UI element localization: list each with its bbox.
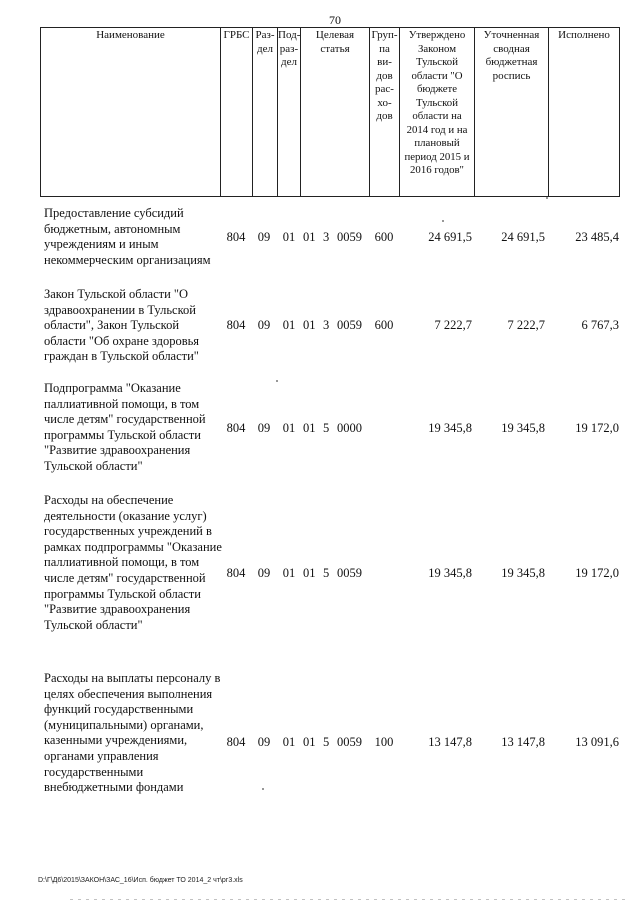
header-utochnennaya: Уточненная сводная бюджетная роспись (483, 29, 540, 82)
scan-speck (442, 220, 444, 222)
row-statya-1: 01 (303, 735, 316, 749)
row-statya-2: 5 (323, 735, 330, 749)
row-podrazdel: 01 (282, 421, 296, 435)
table-row (0, 381, 640, 475)
row-statya-3: 0059 (337, 318, 362, 332)
scan-speck (276, 380, 278, 382)
header-statya: Целевая статья (315, 29, 355, 55)
row-statya-1: 01 (303, 230, 316, 244)
header-gruppa: Груп- па ви- дов рас- хо- дов (371, 29, 398, 122)
header-divider (40, 27, 41, 197)
row-name: Расходы на обеспечение деятельности (оказание услуг) государственных учреждений в рамках подпрограммы "Оказание паллиативной помощи, в том числе детям" государственной программы Тульской области "Развитие здравоохранения Тульской области" (44, 493, 222, 632)
scan-speck (262, 788, 264, 790)
table-row (0, 206, 640, 268)
header-name: Наименование (96, 29, 165, 41)
scan-speck (546, 197, 548, 199)
row-name: Подпрограмма "Оказание паллиативной помощи, в том числе детям" государственной программы Тульской области "Развитие здравоохранения Тульской области" (44, 381, 206, 473)
row-gruppa: 600 (374, 318, 394, 332)
header-divider (220, 27, 221, 197)
row-grbs: 804 (226, 566, 246, 580)
row-utochnennaya: 19 345,8 (501, 566, 545, 580)
row-statya-3: 0059 (337, 566, 362, 580)
header-grbs: ГРБС (223, 29, 250, 41)
row-name: Предоставление субсидий бюджетным, автономным учреждениям и иным некоммерческим организациям (44, 206, 211, 267)
row-statya-1: 01 (303, 421, 316, 435)
row-ispolneno: 6 767,3 (581, 318, 619, 332)
row-razdel: 09 (257, 566, 271, 580)
row-statya-1: 01 (303, 318, 316, 332)
page-number: 70 (329, 13, 341, 27)
scan-edge-noise (70, 899, 630, 900)
row-razdel: 09 (257, 230, 271, 244)
header-utverzhdeno: Утверждено Законом Тульской области "О бюджете Тульской области на 2014 год и на плановый период 2015 и 2016 годов" (404, 29, 470, 176)
row-name: Закон Тульской области "О здравоохранении в Тульской области", Закон Тульской области "Об охране здоровья граждан в Тульской области" (44, 287, 200, 364)
row-statya-3: 0059 (337, 735, 362, 749)
row-utverzhdeno: 19 345,8 (428, 421, 472, 435)
row-utverzhdeno: 24 691,5 (428, 230, 472, 244)
header-divider (619, 27, 620, 197)
table-row (0, 287, 640, 365)
header-divider (548, 27, 549, 197)
row-ispolneno: 19 172,0 (575, 421, 619, 435)
row-grbs: 804 (226, 421, 246, 435)
header-top-border (40, 27, 620, 28)
table-row (0, 671, 640, 815)
row-podrazdel: 01 (282, 735, 296, 749)
header-podrazdel: Под- раз- дел (278, 29, 301, 68)
row-statya-3: 0059 (337, 230, 362, 244)
row-utochnennaya: 7 222,7 (507, 318, 545, 332)
row-utochnennaya: 24 691,5 (501, 230, 545, 244)
row-utochnennaya: 19 345,8 (501, 421, 545, 435)
row-statya-2: 5 (323, 421, 330, 435)
header-razdel: Раз- дел (255, 29, 275, 55)
row-ispolneno: 13 091,6 (575, 735, 619, 749)
row-name: Расходы на выплаты персоналу в целях обеспечения выполнения функций государственными (муниципальными) органами, казенными учреждениями, органами управления государственными внебюджетными фондами (44, 671, 221, 795)
row-razdel: 09 (257, 421, 271, 435)
row-razdel: 09 (257, 318, 271, 332)
table-row (0, 493, 640, 653)
row-statya-2: 3 (323, 230, 330, 244)
row-razdel: 09 (257, 735, 271, 749)
row-statya-1: 01 (303, 566, 316, 580)
row-grbs: 804 (226, 735, 246, 749)
header-bottom-border (40, 196, 620, 197)
row-gruppa: 600 (374, 230, 394, 244)
row-utochnennaya: 13 147,8 (501, 735, 545, 749)
header-ispolneno: Исполнено (558, 29, 610, 41)
row-statya-2: 5 (323, 566, 330, 580)
row-podrazdel: 01 (282, 318, 296, 332)
row-podrazdel: 01 (282, 230, 296, 244)
row-utverzhdeno: 7 222,7 (434, 318, 472, 332)
row-grbs: 804 (226, 318, 246, 332)
row-statya-3: 0000 (337, 421, 362, 435)
row-podrazdel: 01 (282, 566, 296, 580)
row-grbs: 804 (226, 230, 246, 244)
row-utverzhdeno: 13 147,8 (428, 735, 472, 749)
row-ispolneno: 23 485,4 (575, 230, 619, 244)
row-statya-2: 3 (323, 318, 330, 332)
row-gruppa: 100 (374, 735, 394, 749)
row-ispolneno: 19 172,0 (575, 566, 619, 580)
footer-file-path: D:\Г\Д6\2015\ЗАКОН\ЗАС_16\Исп. бюджет ТО 2014_2 чт\рг3.xls (38, 877, 243, 884)
row-utverzhdeno: 19 345,8 (428, 566, 472, 580)
